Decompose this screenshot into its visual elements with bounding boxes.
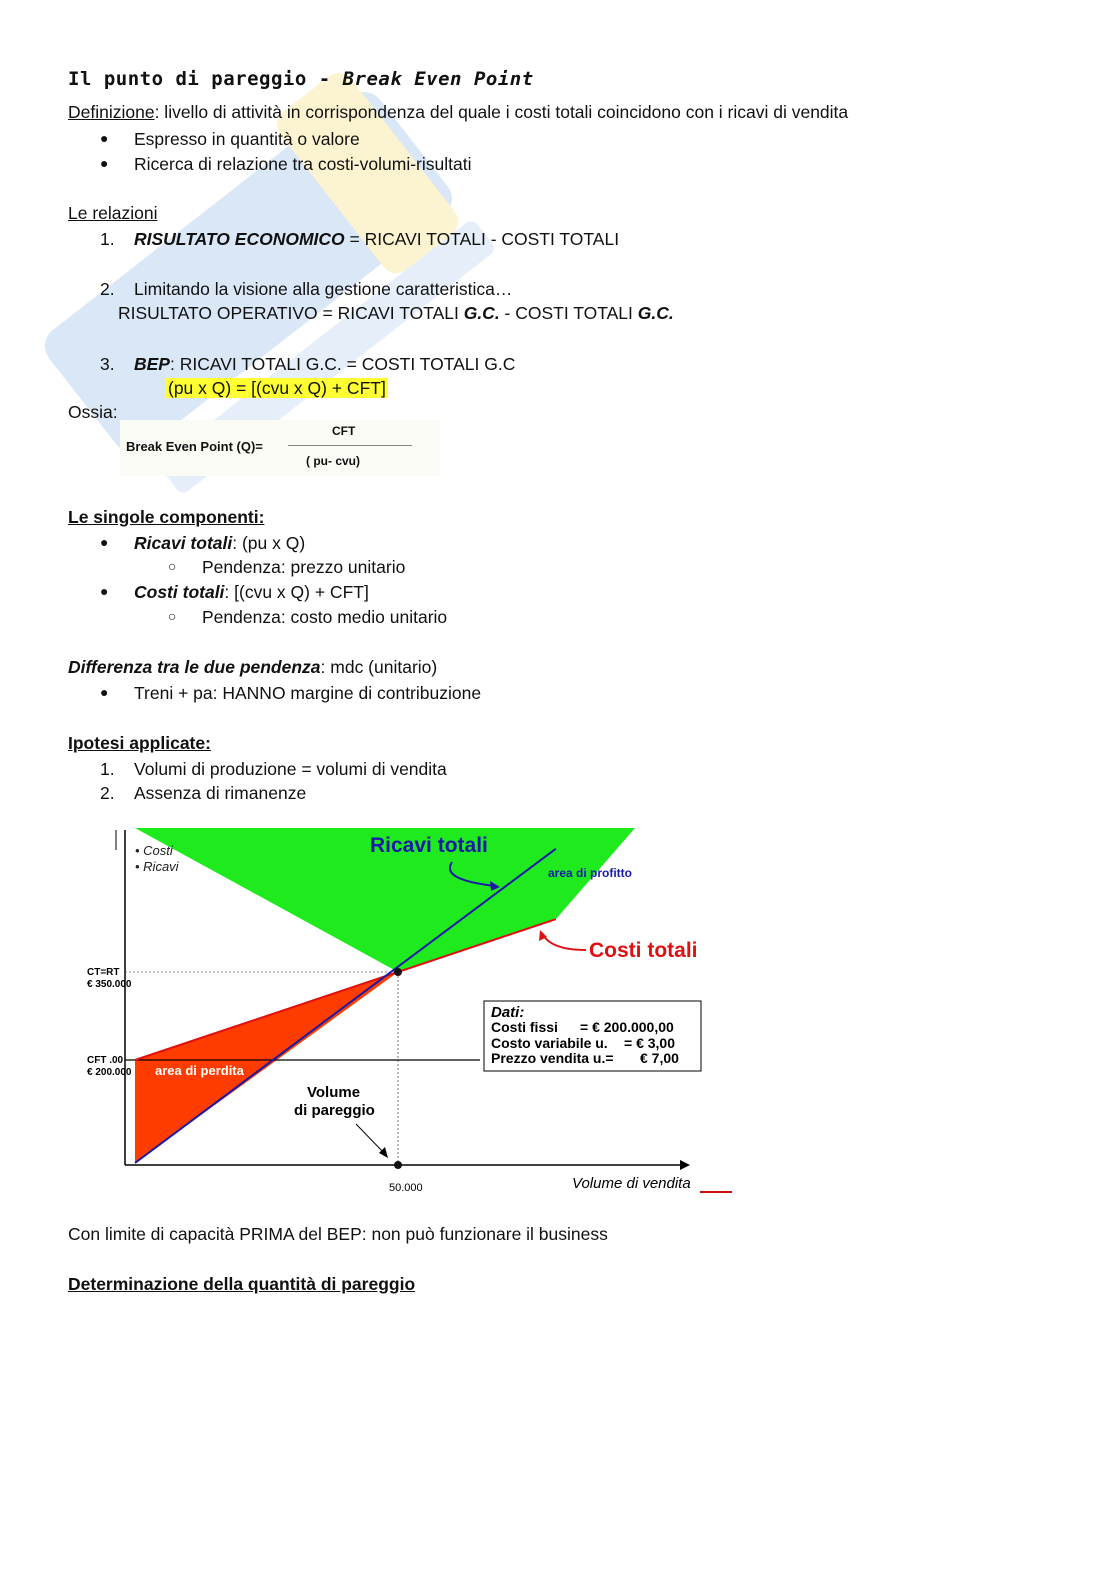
- difference-line: Differenza tra le due pendenza: mdc (unitario): [68, 657, 438, 677]
- y-tick-cft-value: € 200.000: [87, 1067, 132, 1078]
- definition-line: Definizione: livello di attività in corrispondenza del quale i costi totali coincidono con i ricavi di vendita: [68, 102, 849, 122]
- ossia-label: Ossia:: [68, 402, 118, 422]
- y-tick-cft: CFT .00: [87, 1055, 124, 1066]
- data-box-l2-label: Costo variabile u.: [491, 1035, 608, 1051]
- relation-3: BEP: RICAVI TOTALI G.C. = COSTI TOTALI G.C: [134, 354, 516, 374]
- fraction-bar: [288, 445, 412, 446]
- y-tick-ct-rt-value: € 350.000: [87, 979, 132, 990]
- relations-heading: Le relazioni: [68, 203, 158, 223]
- y-label-ricavi: • Ricavi: [135, 859, 179, 874]
- relation-2: Limitando la visione alla gestione caratteristica…: [134, 279, 513, 299]
- hypothesis-2-number: 2.: [100, 783, 115, 803]
- component-costi: Costi totali: [(cvu x Q) + CFT]: [134, 582, 369, 602]
- relation-2-number: 2.: [100, 279, 115, 299]
- ricavi-totali-label: Ricavi totali: [370, 834, 488, 857]
- hypothesis-2: Assenza di rimanenze: [134, 783, 307, 803]
- bullet-icon: ●: [100, 684, 109, 700]
- data-box-l3-value: € 7,00: [640, 1050, 679, 1066]
- x-axis-break-even-marker: [394, 1161, 402, 1169]
- x-tick-50000: 50.000: [389, 1182, 423, 1194]
- hypothesis-1: Volumi di produzione = volumi di vendita: [134, 759, 447, 779]
- relation-1: RISULTATO ECONOMICO = RICAVI TOTALI - COSTI TOTALI: [134, 229, 620, 249]
- component-ricavi: Ricavi totali: (pu x Q): [134, 533, 306, 553]
- volume-arrow: [356, 1124, 385, 1154]
- break-even-point: [394, 968, 402, 976]
- formula-label: Break Even Point (Q)=: [126, 439, 263, 454]
- relation-3-number: 3.: [100, 354, 115, 374]
- loss-area-label: area di perdita: [155, 1063, 244, 1078]
- component-ricavi-slope: Pendenza: prezzo unitario: [202, 557, 406, 577]
- x-axis-label: Volume di vendita: [572, 1175, 691, 1192]
- closing-text: Con limite di capacità PRIMA del BEP: non può funzionare il business: [68, 1224, 608, 1244]
- components-heading: Le singole componenti:: [68, 507, 265, 527]
- profit-area-label: area di profitto: [548, 866, 633, 880]
- hypotheses-heading: Ipotesi applicate:: [68, 733, 211, 753]
- def-bullet-2: Ricerca di relazione tra costi-volumi-risultati: [134, 154, 472, 174]
- bep-highlighted-formula: (pu x Q) = [(cvu x Q) + CFT]: [168, 378, 386, 398]
- sub-bullet-icon: ○: [168, 608, 177, 624]
- formula-denominator: ( pu- cvu): [306, 454, 360, 468]
- data-box-title: Dati:: [491, 1004, 525, 1021]
- costi-arrow: [542, 933, 586, 950]
- hypothesis-1-number: 1.: [100, 759, 115, 779]
- closing-heading: Determinazione della quantità di pareggio: [68, 1274, 416, 1294]
- bep-formula: [120, 420, 440, 476]
- bullet-icon: ●: [100, 583, 109, 599]
- formula-numerator: CFT: [332, 424, 356, 438]
- volume-label-2: di pareggio: [294, 1102, 375, 1119]
- break-even-chart: [80, 820, 740, 1200]
- bullet-icon: ●: [100, 534, 109, 550]
- y-tick-ct-rt: CT=RT: [87, 967, 120, 978]
- data-box-l1-value: = € 200.000,00: [580, 1019, 674, 1035]
- component-costi-slope: Pendenza: costo medio unitario: [202, 607, 448, 627]
- data-box-l2-value: = € 3,00: [624, 1035, 675, 1051]
- y-label-costi: • Costi: [135, 843, 173, 858]
- difference-bullet: Treni + pa: HANNO margine di contribuzione: [134, 683, 482, 703]
- costi-totali-label: Costi totali: [589, 939, 698, 962]
- sub-bullet-icon: ○: [168, 558, 177, 574]
- page-title: Il punto di pareggio - Break Even Point: [68, 68, 534, 90]
- bullet-icon: ●: [100, 155, 109, 171]
- relation-1-number: 1.: [100, 229, 115, 249]
- def-bullet-1: Espresso in quantità o valore: [134, 129, 360, 149]
- relation-2-formula: RISULTATO OPERATIVO = RICAVI TOTALI G.C. - COSTI TOTALI G.C.: [118, 303, 674, 323]
- bullet-icon: ●: [100, 130, 109, 146]
- data-box-l3-label: Prezzo vendita u.=: [491, 1050, 614, 1066]
- x-axis-arrow: [680, 1160, 690, 1170]
- volume-label-1: Volume: [307, 1084, 361, 1101]
- data-box-l1-label: Costi fissi: [491, 1019, 558, 1035]
